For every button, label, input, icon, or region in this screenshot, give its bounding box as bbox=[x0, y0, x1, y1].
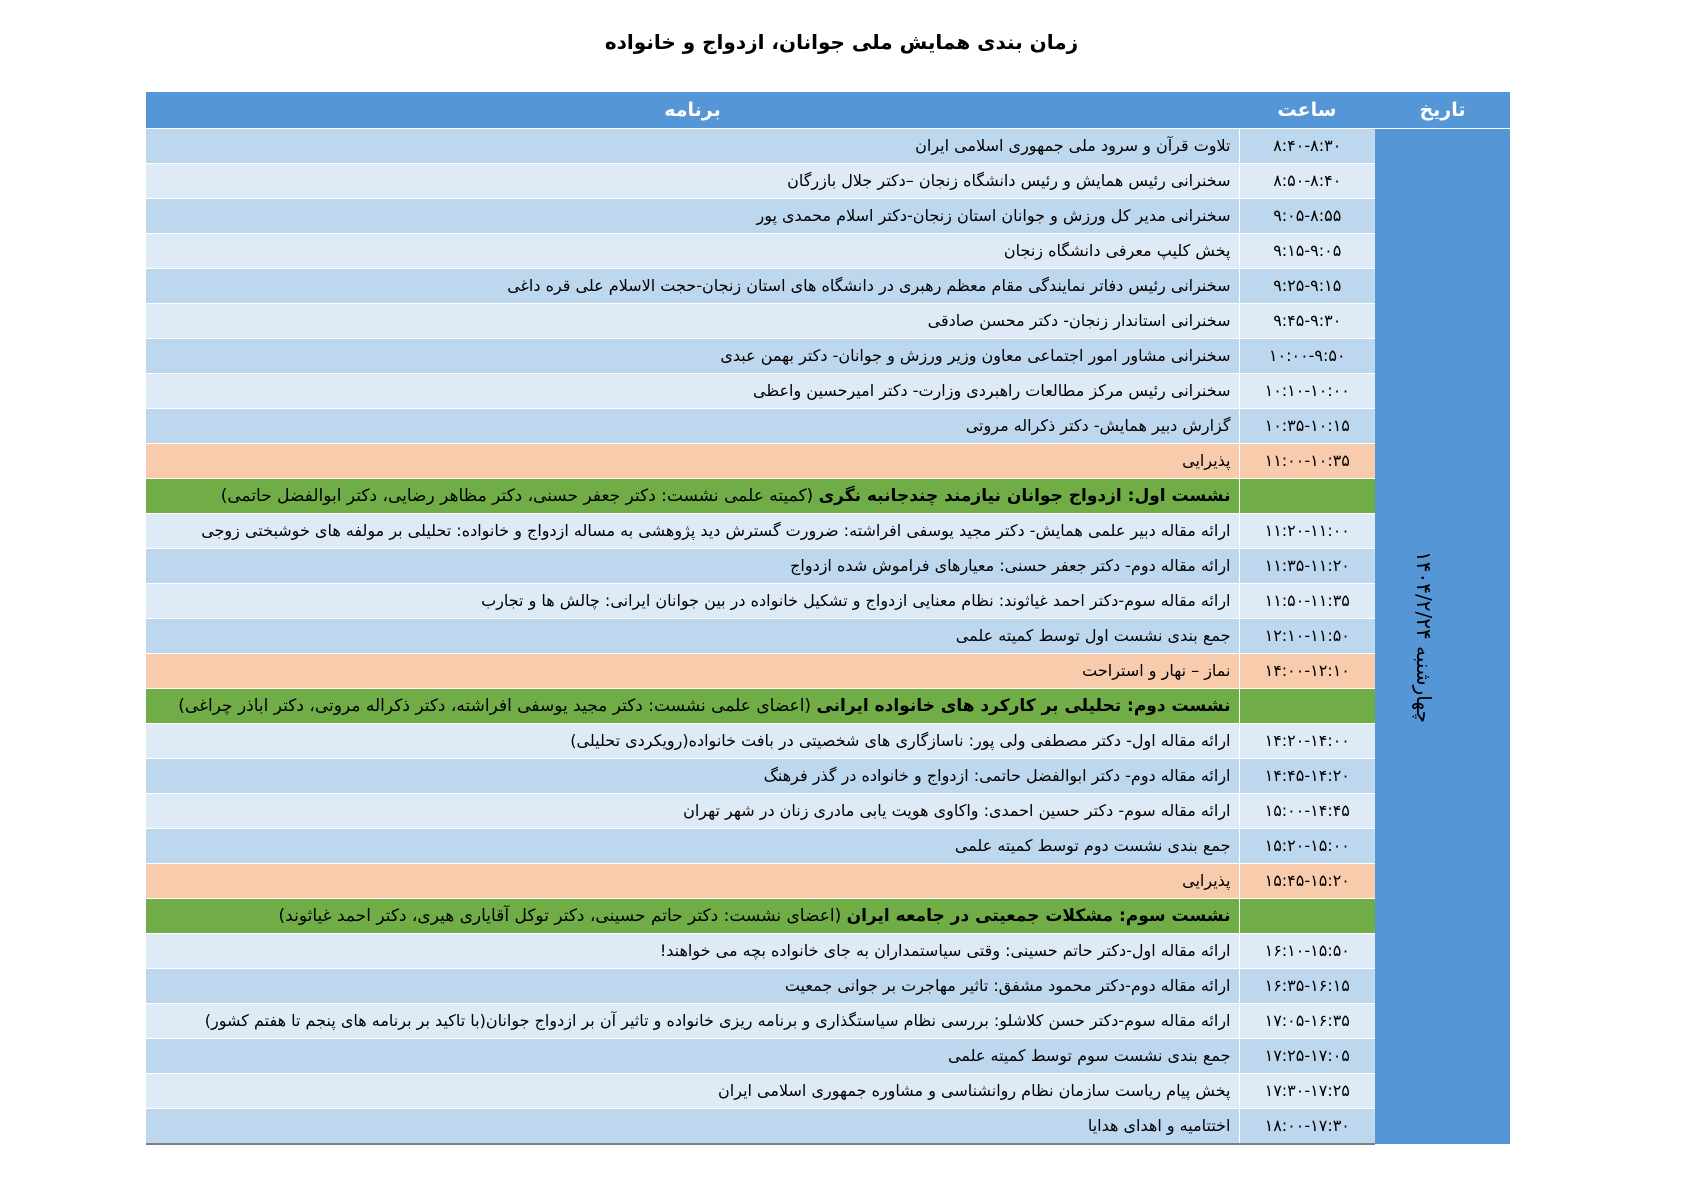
header-time: ساعت bbox=[1239, 92, 1375, 129]
time-cell: ۱۷:۰۵-۱۶:۳۵ bbox=[1239, 1004, 1375, 1039]
time-cell: ۱۵:۴۵-۱۵:۲۰ bbox=[1239, 864, 1375, 899]
time-cell: ۱۶:۱۰-۱۵:۵۰ bbox=[1239, 934, 1375, 969]
program-cell: سخنرانی مدیر کل ورزش و جوانان استان زنجان-دکتر اسلام محمدی پور bbox=[146, 199, 1239, 234]
time-cell: ۹:۱۵-۹:۰۵ bbox=[1239, 234, 1375, 269]
program-cell: سخنرانی رئیس مرکز مطالعات راهبردی وزارت- دکتر امیرحسین واعظی bbox=[146, 374, 1239, 409]
time-cell: ۱۷:۳۰-۱۷:۲۵ bbox=[1239, 1074, 1375, 1109]
time-cell: ۱۲:۱۰-۱۱:۵۰ bbox=[1239, 619, 1375, 654]
time-cell: ۱۰:۳۵-۱۰:۱۵ bbox=[1239, 409, 1375, 444]
table-row bbox=[146, 374, 1510, 409]
table-row bbox=[146, 934, 1510, 969]
program-cell: جمع بندی نشست سوم توسط کمیته علمی bbox=[146, 1039, 1239, 1074]
date-value: چهارشنبه ۱۴۰۴/۲/۲۴ bbox=[1412, 550, 1437, 723]
table-row bbox=[146, 794, 1510, 829]
session-title: نشست سوم: مشکلات جمعیتی در جامعه ایران bbox=[846, 905, 1231, 926]
table-row bbox=[146, 724, 1510, 759]
schedule-table bbox=[146, 92, 1510, 1145]
program-cell: جمع بندی نشست اول توسط کمیته علمی bbox=[146, 619, 1239, 654]
program-cell: اختتامیه و اهدای هدایا bbox=[146, 1109, 1239, 1145]
program-cell: ارائه مقاله سوم- دکتر حسین احمدی: واکاوی هویت یابی مادری زنان در شهر تهران bbox=[146, 794, 1239, 829]
table-row bbox=[146, 269, 1510, 304]
program-cell: ارائه مقاله اول- دکتر مصطفی ولی پور: ناسازگاری های شخصیتی در بافت خانواده(رویکردی تحلیلی) bbox=[146, 724, 1239, 759]
time-cell: ۱۷:۲۵-۱۷:۰۵ bbox=[1239, 1039, 1375, 1074]
program-cell: ارائه مقاله اول-دکتر حاتم حسینی: وقتی سیاستمداران به جای خانواده بچه می خواهند! bbox=[146, 934, 1239, 969]
program-cell: پذیرایی bbox=[146, 864, 1239, 899]
program-cell: ارائه مقاله دوم-دکتر محمود مشفق: تاثیر مهاجرت بر جوانی جمعیت bbox=[146, 969, 1239, 1004]
session-title: نشست اول: ازدواج جوانان نیازمند چندجانبه نگری bbox=[818, 485, 1231, 506]
break-row bbox=[146, 444, 1510, 479]
time-cell: ۸:۴۰-۸:۳۰ bbox=[1239, 129, 1375, 164]
table-row bbox=[146, 304, 1510, 339]
program-cell bbox=[146, 689, 1239, 724]
break-row bbox=[146, 654, 1510, 689]
break-row bbox=[146, 864, 1510, 899]
table-row bbox=[146, 1004, 1510, 1039]
time-cell: ۱۱:۰۰-۱۰:۳۵ bbox=[1239, 444, 1375, 479]
table-row bbox=[146, 549, 1510, 584]
time-cell bbox=[1239, 899, 1375, 934]
time-cell: ۹:۴۵-۹:۳۰ bbox=[1239, 304, 1375, 339]
time-cell: ۱۴:۰۰-۱۲:۱۰ bbox=[1239, 654, 1375, 689]
table-row bbox=[146, 164, 1510, 199]
time-cell: ۱۴:۲۰-۱۴:۰۰ bbox=[1239, 724, 1375, 759]
time-cell: ۹:۰۵-۸:۵۵ bbox=[1239, 199, 1375, 234]
program-cell: سخنرانی رئیس دفاتر نمایندگی مقام معظم رهبری در دانشگاه های استان زنجان-حجت الاسلام علی قره داغی bbox=[146, 269, 1239, 304]
program-cell: سخنرانی استاندار زنجان- دکتر محسن صادقی bbox=[146, 304, 1239, 339]
time-cell: ۱۵:۰۰-۱۴:۴۵ bbox=[1239, 794, 1375, 829]
program-cell: ارائه مقاله سوم-دکتر حسن کلاشلو: بررسی نظام سیاستگذاری و برنامه ریزی خانواده و تاثیر آن بر ازدواج جوانان(با تاکید بر برنامه های پنجم تا هفتم کشور) bbox=[146, 1004, 1239, 1039]
program-cell bbox=[146, 899, 1239, 934]
date-cell bbox=[1375, 129, 1510, 1145]
table-row bbox=[146, 199, 1510, 234]
table-row bbox=[146, 829, 1510, 864]
session-header-row bbox=[146, 899, 1510, 934]
program-cell: پذیرایی bbox=[146, 444, 1239, 479]
program-cell: ارائه مقاله سوم-دکتر احمد غیاثوند: نظام معنایی ازدواج و تشکیل خانواده در بین جوانان ایرانی: چالش ها و تجارب bbox=[146, 584, 1239, 619]
program-cell: گزارش دبیر همایش- دکتر ذکراله مروتی bbox=[146, 409, 1239, 444]
time-cell: ۱۱:۵۰-۱۱:۳۵ bbox=[1239, 584, 1375, 619]
program-cell: نماز – نهار و استراحت bbox=[146, 654, 1239, 689]
time-cell: ۱۶:۳۵-۱۶:۱۵ bbox=[1239, 969, 1375, 1004]
program-cell: پخش پیام ریاست سازمان نظام روانشناسی و مشاوره جمهوری اسلامی ایران bbox=[146, 1074, 1239, 1109]
time-cell: ۱۵:۲۰-۱۵:۰۰ bbox=[1239, 829, 1375, 864]
table-row bbox=[146, 969, 1510, 1004]
table-row bbox=[146, 1074, 1510, 1109]
time-cell: ۱۱:۲۰-۱۱:۰۰ bbox=[1239, 514, 1375, 549]
time-cell: ۹:۲۵-۹:۱۵ bbox=[1239, 269, 1375, 304]
program-cell: ارائه مقاله دوم- دکتر جعفر حسنی: معیارهای فراموش شده ازدواج bbox=[146, 549, 1239, 584]
session-header-row bbox=[146, 479, 1510, 514]
time-cell: ۱۸:۰۰-۱۷:۳۰ bbox=[1239, 1109, 1375, 1145]
time-cell: ۱۰:۱۰-۱۰:۰۰ bbox=[1239, 374, 1375, 409]
session-title: نشست دوم: تحلیلی بر کارکرد های خانواده ایرانی bbox=[816, 695, 1231, 716]
program-cell: سخنرانی رئیس همایش و رئیس دانشگاه زنجان –دکتر جلال بازرگان bbox=[146, 164, 1239, 199]
table-row bbox=[146, 129, 1510, 164]
session-header-row bbox=[146, 689, 1510, 724]
session-committee: (اعضای نشست: دکتر حاتم حسینی، دکتر توکل آقایاری هیری، دکتر احمد غیاثوند) bbox=[278, 905, 847, 926]
header-row bbox=[146, 92, 1510, 129]
table-row bbox=[146, 1039, 1510, 1074]
time-cell bbox=[1239, 479, 1375, 514]
program-cell: ارائه مقاله دوم- دکتر ابوالفضل حاتمی: ازدواج و خانواده در گذر فرهنگ bbox=[146, 759, 1239, 794]
table-row bbox=[146, 514, 1510, 549]
program-cell bbox=[146, 479, 1239, 514]
time-cell: ۱۰:۰۰-۹:۵۰ bbox=[1239, 339, 1375, 374]
session-committee: (اعضای علمی نشست: دکتر مجید یوسفی افراشته، دکتر ذکراله مروتی، دکتر اباذر چراغی) bbox=[178, 695, 817, 716]
program-cell: تلاوت قرآن و سرود ملی جمهوری اسلامی ایران bbox=[146, 129, 1239, 164]
time-cell: ۸:۵۰-۸:۴۰ bbox=[1239, 164, 1375, 199]
table-row bbox=[146, 234, 1510, 269]
program-cell: سخنرانی مشاور امور اجتماعی معاون وزیر ورزش و جوانان- دکتر بهمن عبدی bbox=[146, 339, 1239, 374]
table-row bbox=[146, 409, 1510, 444]
page-title: زمان بندی همایش ملی جوانان، ازدواج و خانواده bbox=[604, 30, 1079, 54]
schedule-body bbox=[146, 129, 1510, 1145]
program-cell: پخش کلیپ معرفی دانشگاه زنجان bbox=[146, 234, 1239, 269]
header-date: تاریخ bbox=[1375, 92, 1510, 129]
time-cell bbox=[1239, 689, 1375, 724]
time-cell: ۱۱:۳۵-۱۱:۲۰ bbox=[1239, 549, 1375, 584]
program-cell: ارائه مقاله دبیر علمی همایش- دکتر مجید یوسفی افراشته: ضرورت گسترش دید پژوهشی به مساله ازدواج و خانواده: تحلیلی بر مولفه های خوشبختی زوجی bbox=[146, 514, 1239, 549]
table-row bbox=[146, 339, 1510, 374]
table-row bbox=[146, 759, 1510, 794]
time-cell: ۱۴:۴۵-۱۴:۲۰ bbox=[1239, 759, 1375, 794]
table-row bbox=[146, 584, 1510, 619]
table-row bbox=[146, 619, 1510, 654]
program-cell: جمع بندی نشست دوم توسط کمیته علمی bbox=[146, 829, 1239, 864]
table-row bbox=[146, 1109, 1510, 1145]
header-program: برنامه bbox=[146, 92, 1239, 129]
session-committee: (کمیته علمی نشست: دکتر جعفر حسنی، دکتر مظاهر رضایی، دکتر ابوالفضل حاتمی) bbox=[220, 485, 819, 506]
